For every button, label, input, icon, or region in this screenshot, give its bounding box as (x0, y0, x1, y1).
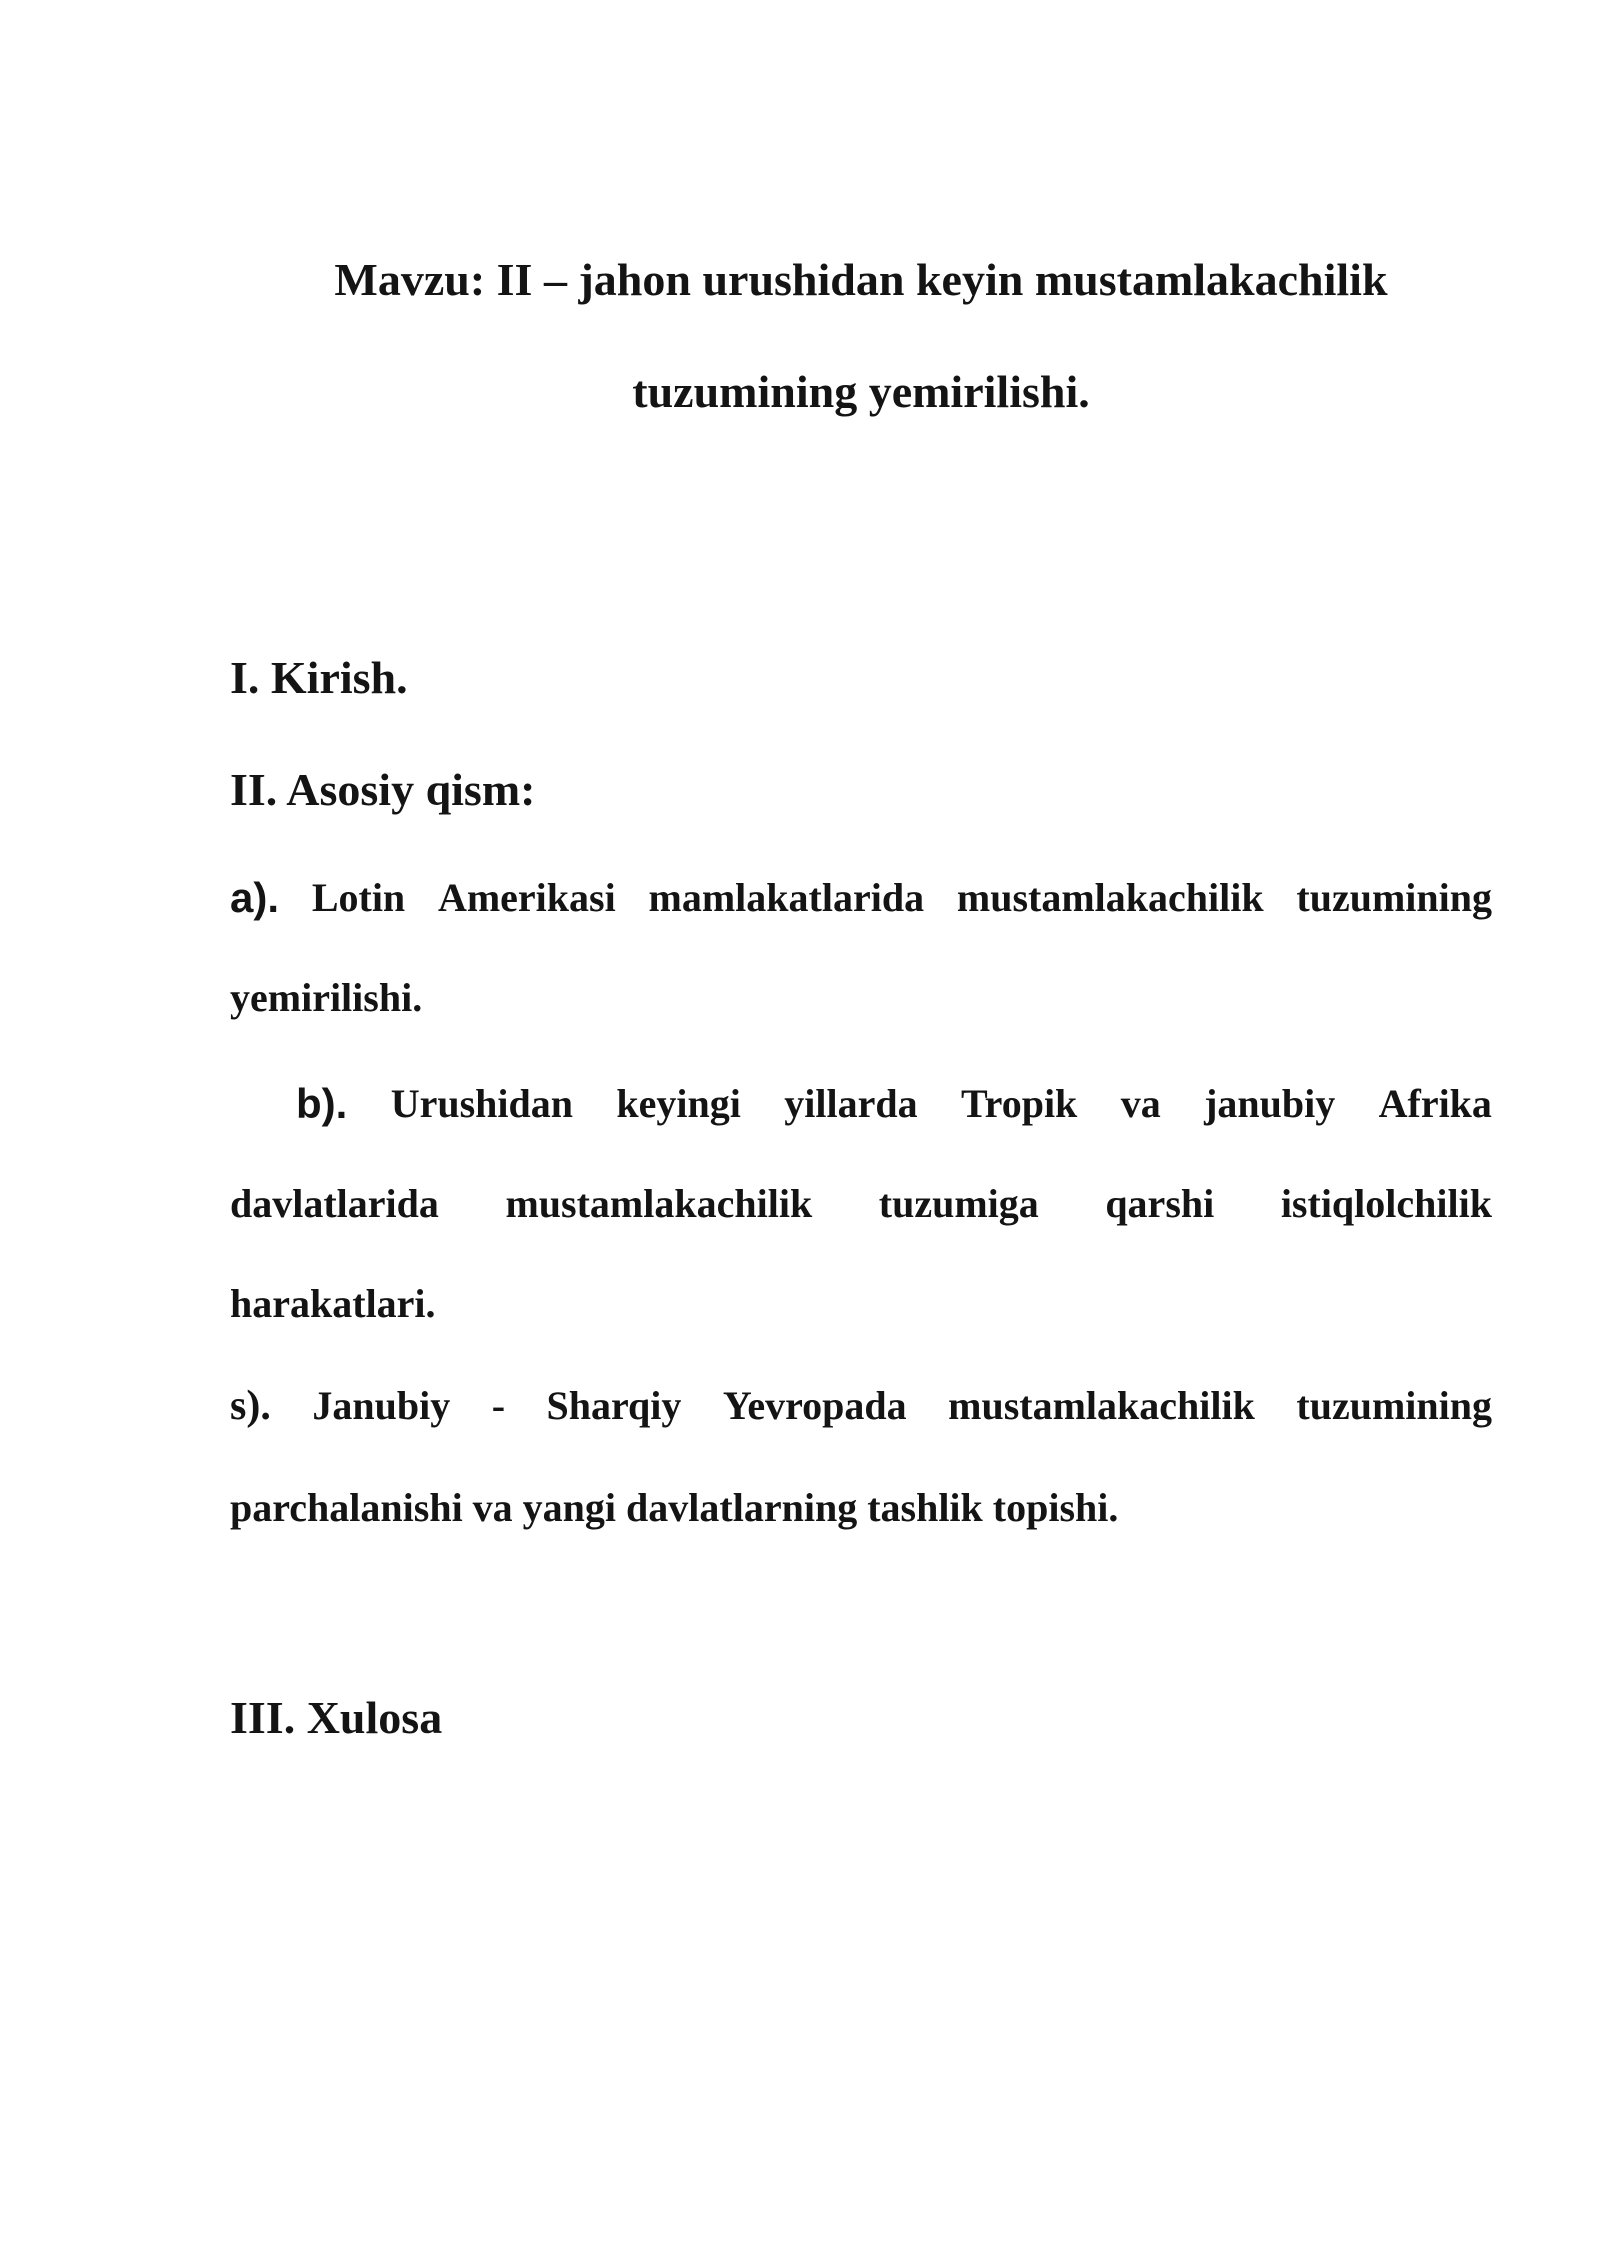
item-b-word: yillarda (784, 1081, 918, 1126)
item-s-line-2: parchalanishi va yangi davlatlarning tashlik topishi. (230, 1485, 1119, 1530)
item-a-word: mustamlakachilik (956, 875, 1264, 920)
item-b-line-1 (296, 1078, 1492, 1130)
item-b-line-2 (230, 1178, 1492, 1230)
item-s-word: mustamlakachilik (948, 1383, 1255, 1428)
item-b-word: davlatlarida (230, 1181, 439, 1226)
item-b-word: tuzumiga (878, 1181, 1039, 1226)
item-a-line-2: yemirilishi. (230, 975, 423, 1020)
item-b-word: qarshi (1105, 1181, 1215, 1226)
item-a-word: tuzumining (1296, 875, 1492, 920)
item-b-word: keyingi (616, 1081, 741, 1126)
section-main-part: II. Asosiy qism: (230, 764, 536, 815)
item-b-word: Afrika (1378, 1081, 1492, 1126)
item-a-marker: a). (230, 874, 280, 921)
item-b-word: mustamlakachilik (505, 1181, 813, 1226)
item-b-line-3: harakatlari. (230, 1281, 436, 1326)
item-a-word: Lotin (311, 875, 406, 920)
item-s-word: Sharqiy (546, 1383, 682, 1428)
item-b-word: Urushidan (390, 1081, 573, 1126)
item-s-word: Janubiy (312, 1383, 451, 1428)
document-title-line-1: Mavzu: II – jahon urushidan keyin mustamlakachilik (334, 254, 1388, 305)
item-b-word: istiqlolchilik (1280, 1181, 1492, 1226)
item-s-word: tuzumining (1296, 1383, 1492, 1428)
item-a-line-1 (230, 872, 1492, 924)
item-s-word: Yevropada (722, 1383, 907, 1428)
item-b-word: Tropik (960, 1081, 1078, 1126)
document-title-line-2: tuzumining yemirilishi. (632, 366, 1090, 417)
item-a-word: mamlakatlarida (648, 875, 925, 920)
item-b-word: va (1120, 1081, 1161, 1126)
item-a-word: Amerikasi (437, 875, 616, 920)
item-b-marker: b). (296, 1080, 348, 1127)
item-s-line-1 (230, 1380, 1492, 1432)
item-b-word: janubiy (1204, 1081, 1336, 1126)
item-s-word: - (491, 1383, 506, 1428)
item-s-marker: s). (230, 1383, 271, 1429)
section-conclusion: III. Xulosa (230, 1692, 443, 1743)
section-introduction: I. Kirish. (230, 652, 408, 703)
